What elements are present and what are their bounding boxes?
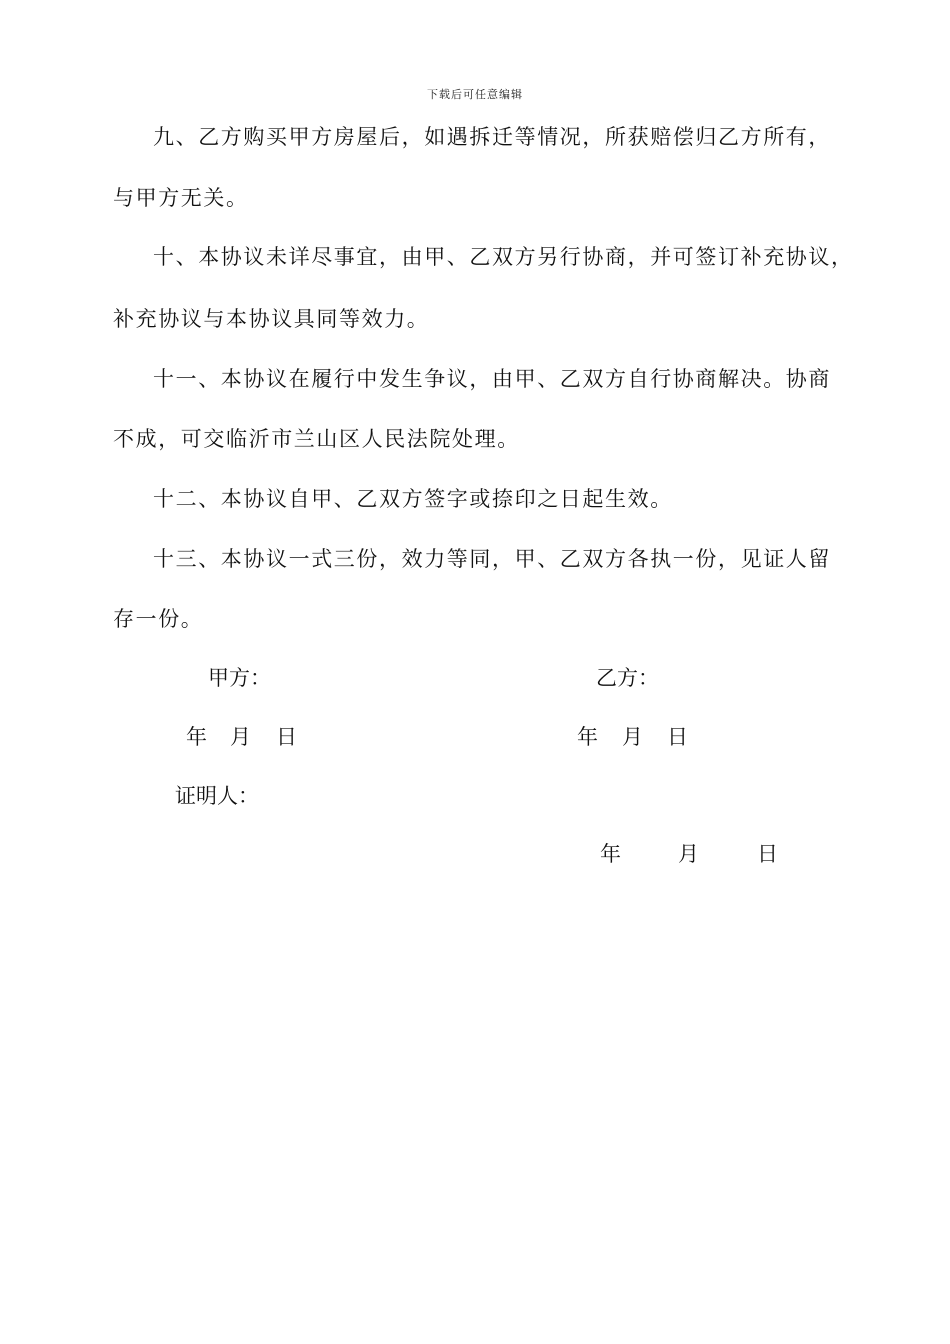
party-a-month: 月: [230, 725, 251, 749]
clause-10-line-2: 补充协议与本协议具同等效力。: [113, 307, 430, 331]
witness-label: 证明人：: [175, 784, 259, 808]
clause-10-line-1: 十、本协议未详尽事宜，由甲、乙双方另行协商，并可签订补充协议，: [153, 245, 854, 269]
clause-11-line-2: 不成，可交临沂市兰山区人民法院处理。: [113, 427, 520, 451]
clause-11-line-1: 十一、本协议在履行中发生争议，由甲、乙双方自行协商解决。协商: [153, 367, 831, 391]
clause-13-line-2: 存一份。: [113, 607, 204, 631]
party-b-month: 月: [622, 725, 643, 749]
party-b-label: 乙方：: [596, 666, 659, 690]
party-a-day: 日: [276, 725, 297, 749]
clause-9-line-2: 与甲方无关。: [113, 186, 249, 210]
clause-13-line-1: 十三、本协议一式三份，效力等同，甲、乙双方各执一份，见证人留: [153, 547, 831, 571]
party-a-year: 年: [186, 725, 207, 749]
party-b-day: 日: [667, 725, 688, 749]
clause-9-line-1: 九、乙方购买甲方房屋后，如遇拆迁等情况，所获赔偿归乙方所有，: [153, 125, 831, 149]
witness-day: 日: [757, 842, 778, 866]
witness-month: 月: [678, 842, 699, 866]
page-header-note: 下载后可任意编辑: [427, 88, 523, 101]
party-b-year: 年: [577, 725, 598, 749]
party-a-label: 甲方：: [208, 666, 271, 690]
clause-12-line-1: 十二、本协议自甲、乙双方签字或捺印之日起生效。: [153, 487, 673, 511]
witness-year: 年: [600, 842, 621, 866]
